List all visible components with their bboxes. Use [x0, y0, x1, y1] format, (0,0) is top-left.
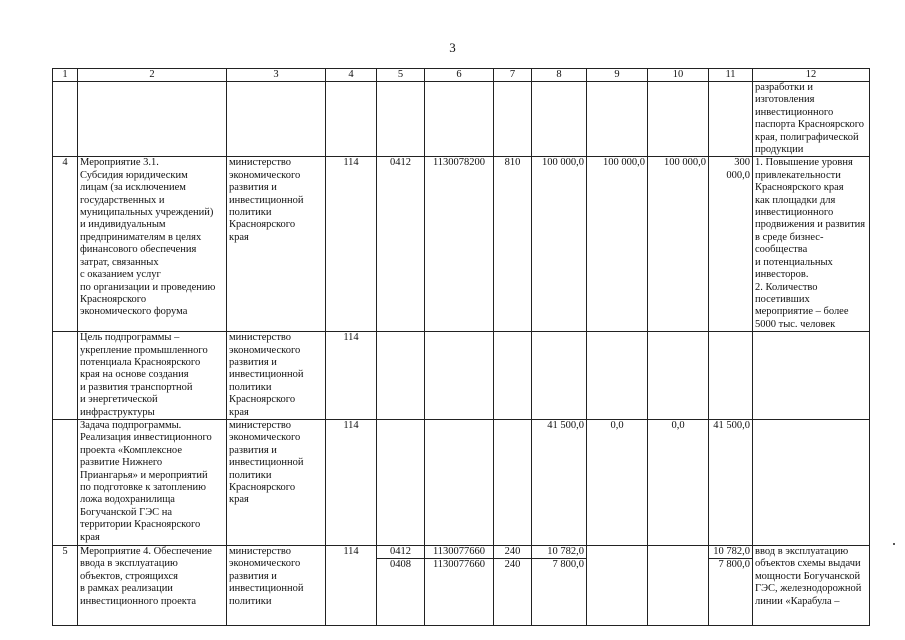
page-number: 3 [449, 40, 456, 55]
row-number: 4 [53, 157, 78, 332]
expected-result: разработки и изготовления инвестиционного паспорта Красноярского края, полиграфической продукции [753, 82, 870, 157]
header-cell: 7 [494, 69, 532, 82]
expected-result: ввод в эксплуатацию объектов схемы выдачи мощности Богучанской ГЭС, железнодорожной линии «Карабула – [753, 545, 870, 625]
row-number [53, 82, 78, 157]
rzpr-code: 0412 [377, 157, 425, 332]
row-number [53, 332, 78, 420]
gryabs-code: 114 [326, 545, 377, 625]
executor: министерство экономического развития и инвестиционной политики Красноярского края [227, 332, 326, 420]
header-cell: 12 [753, 69, 870, 82]
amount-year-2 [587, 332, 648, 420]
csr-code [425, 545, 494, 625]
vr-code [494, 545, 532, 625]
gryabs-code: 114 [326, 332, 377, 420]
amount-year-1: 41 500,0 [532, 419, 587, 545]
gryabs-code: 114 [326, 419, 377, 545]
csr-code-line-2: 1130077660 [425, 558, 493, 571]
amount-year-1: 100 000,0 [532, 157, 587, 332]
amount-year-3 [648, 332, 709, 420]
table-row [53, 545, 870, 625]
scan-speck [893, 543, 895, 545]
item-name: Мероприятие 4. Обеспечение ввода в эксплуатацию объектов, строящихся в рамках реализации инвестиционного проекта [78, 545, 227, 625]
amount-total-line-1: 10 782,0 [713, 545, 750, 557]
row-number [53, 419, 78, 545]
executor: министерство экономического развития и инвестиционной политики Красноярского края [227, 419, 326, 545]
rzpr-code [377, 332, 425, 420]
amount-year-3 [648, 545, 709, 625]
executor: министерство экономического развития и инвестиционной политики [227, 545, 326, 625]
vr-code-line-1: 240 [504, 545, 521, 557]
header-cell: 6 [425, 69, 494, 82]
table-header-row [53, 69, 870, 82]
amount-total: 41 500,0 [709, 419, 753, 545]
csr-code [425, 82, 494, 157]
expected-result: 1. Повышение уровня привлекательности Красноярского края как площадки для инвестиционного продвижения и развития в среде бизнес- сообщества и потенциальных инвесторов. 2. Количество посетивших мероприятие – более 5000 тыс. человек [753, 157, 870, 332]
header-cell: 10 [648, 69, 709, 82]
executor: министерство экономического развития и инвестиционной политики Красноярского края [227, 157, 326, 332]
header-cell: 3 [227, 69, 326, 82]
gryabs-code: 114 [326, 157, 377, 332]
rzpr-code-line-2: 0408 [377, 558, 424, 571]
header-cell: 4 [326, 69, 377, 82]
expected-result [753, 332, 870, 420]
amount-year-3: 100 000,0 [648, 157, 709, 332]
amount-total-line-2: 7 800,0 [709, 558, 752, 571]
amount-year-2 [587, 82, 648, 157]
vr-code [494, 332, 532, 420]
amount-total: 300 000,0 [709, 157, 753, 332]
header-cell: 9 [587, 69, 648, 82]
amount-total [709, 545, 753, 625]
expected-result [753, 419, 870, 545]
amount-total [709, 332, 753, 420]
rzpr-code [377, 82, 425, 157]
rzpr-code-line-1: 0412 [390, 545, 411, 557]
csr-code: 1130078200 [425, 157, 494, 332]
table-row [53, 157, 870, 332]
amount-year-2: 100 000,0 [587, 157, 648, 332]
amount-year-1 [532, 545, 587, 625]
amount-year-1-line-2: 7 800,0 [532, 558, 586, 571]
vr-code [494, 419, 532, 545]
row-number: 5 [53, 545, 78, 625]
vr-code: 810 [494, 157, 532, 332]
amount-year-3: 0,0 [648, 419, 709, 545]
header-cell: 2 [78, 69, 227, 82]
gryabs-code [326, 82, 377, 157]
header-cell: 11 [709, 69, 753, 82]
budget-table [52, 68, 870, 626]
header-cell: 8 [532, 69, 587, 82]
item-name: Мероприятие 3.1. Субсидия юридическим лицам (за исключением государственных и муниципальных учреждений) и индивидуальным предпринимателям в целях финансового обеспечения затрат, связанных с оказанием услуг по организации и проведению Красноярского экономического форума [78, 157, 227, 332]
executor [227, 82, 326, 157]
item-name: Задача подпрограммы. Реализация инвестиционного проекта «Комплексное развитие Нижнего Приангарья» и мероприятий по подготовке к затоплению ложа водохранилища Богучанской ГЭС на территории Красноярского края [78, 419, 227, 545]
header-cell: 1 [53, 69, 78, 82]
item-name [78, 82, 227, 157]
header-cell: 5 [377, 69, 425, 82]
amount-year-2: 0,0 [587, 419, 648, 545]
vr-code [494, 82, 532, 157]
csr-code [425, 419, 494, 545]
amount-year-2 [587, 545, 648, 625]
item-name: Цель подпрограммы – укрепление промышленного потенциала Красноярского края на основе создания и развития транспортной и энергетической инфраструктуры [78, 332, 227, 420]
rzpr-code [377, 419, 425, 545]
rzpr-code [377, 545, 425, 625]
table-row [53, 332, 870, 420]
amount-year-1 [532, 82, 587, 157]
csr-code [425, 332, 494, 420]
table-row [53, 82, 870, 157]
amount-total [709, 82, 753, 157]
amount-year-1-line-1: 10 782,0 [547, 545, 584, 557]
table-row [53, 419, 870, 545]
amount-year-3 [648, 82, 709, 157]
vr-code-line-2: 240 [494, 558, 531, 571]
amount-year-1 [532, 332, 587, 420]
csr-code-line-1: 1130077660 [432, 545, 486, 557]
